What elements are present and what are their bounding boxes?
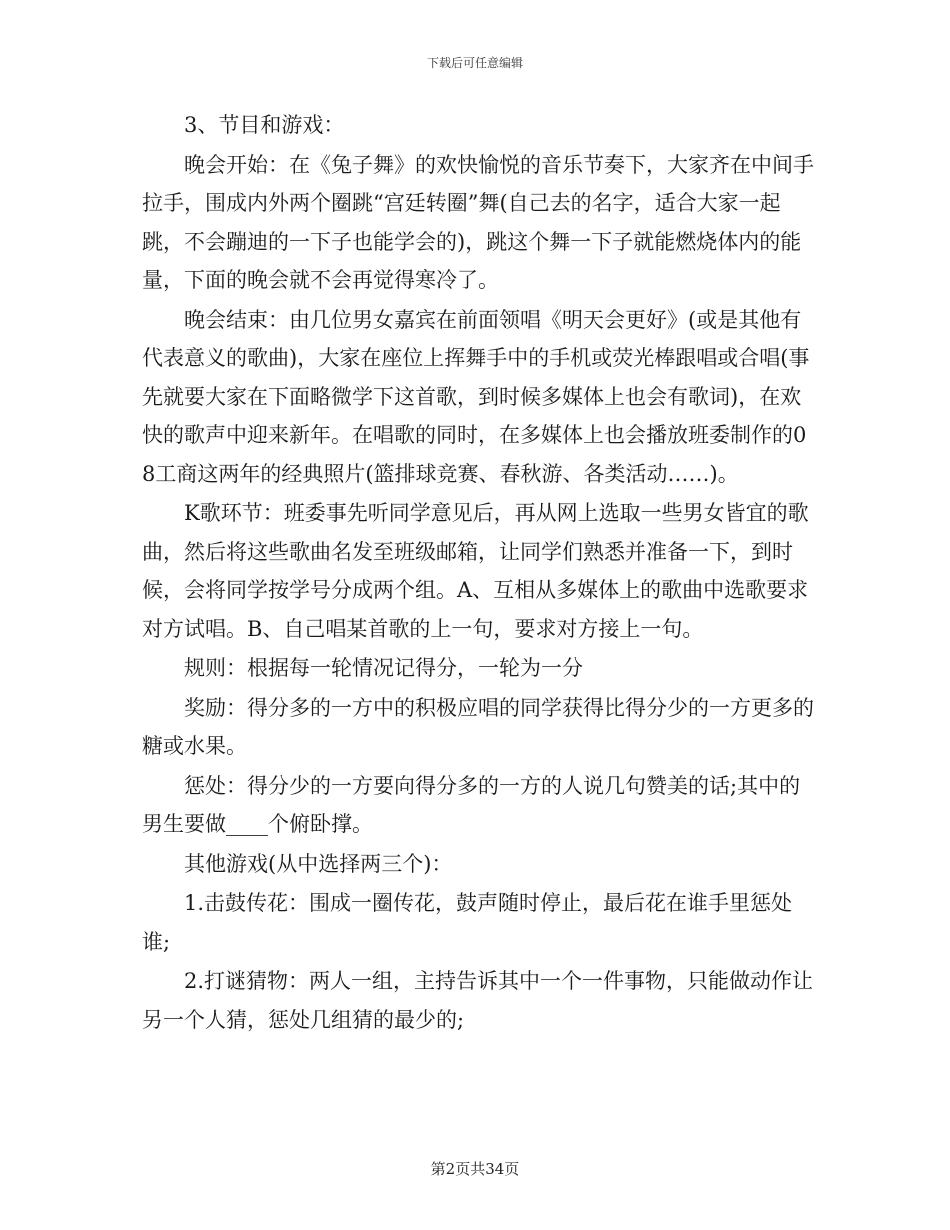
paragraph-other-games: 其他游戏(从中选择两三个)： (184, 851, 453, 876)
paragraph-karaoke: K歌环节：班委事先听同学意见后，再从网上选取一些男女皆宜的歌曲，然后将这些歌曲名发至班级邮箱，让同学们熟悉并准备一下，到时候，会将同学按学号分成两个组。A、互相从多媒体上的歌曲中选歌要求对方试唱。B、自己唱某首歌的上一句，要求对方接上一句。 (142, 501, 809, 641)
list-item-game-2: 2.打谜猜物：两人一组，主持告诉其中一个一件事物，只能做动作让另一个人猜，惩处几组猜的最少的; (142, 969, 814, 1032)
paragraph-rules: 规则：根据每一轮情况记得分，一轮为一分 (184, 656, 583, 680)
section-heading: 3、节目和游戏： (184, 113, 345, 137)
paragraph-reward: 奖励：得分多的一方中的积极应唱的同学获得比得分少的一方更多的糖或水果。 (142, 695, 814, 758)
paragraph-opening: 晚会开始：在《兔子舞》的欢快愉悦的音乐节奏下，大家齐在中间手拉手，围成内外两个圈跳“宫廷转圈”舞(自己去的名字，适合大家一起跳，不会蹦迪的一下子也能学会的)，跳这个舞一下子就能燃烧体内的能量，下面的晚会就不会再觉得寒冷了。 (142, 152, 814, 292)
page-header: 下载后可任意编辑 (426, 56, 523, 70)
paragraph-penalty: 惩处：得分少的一方要向得分多的一方的人说几句赞美的话;其中的男生要做____个俯卧撑。 (142, 773, 801, 836)
paragraph-ending: 晚会结束：由几位男女嘉宾在前面领唱《明天会更好》(或是其他有代表意义的歌曲)，大家在座位上挥舞手中的手机或荧光棒跟唱或合唱(事先就要大家在下面略微学下这首歌，到时候多媒体上也会有歌词)，在欢快的歌声中迎来新年。在唱歌的同时，在多媒体上也会播放班委制作的08工商这两年的经典照片(篮排球竞赛、春秋游、各类活动……)。 (142, 307, 810, 486)
list-item-game-1: 1.击鼓传花：围成一圈传花，鼓声随时停止，最后花在谁手里惩处谁; (142, 891, 793, 954)
page-footer: 第2页共34页 (430, 1160, 520, 1178)
document-body (142, 106, 814, 1039)
